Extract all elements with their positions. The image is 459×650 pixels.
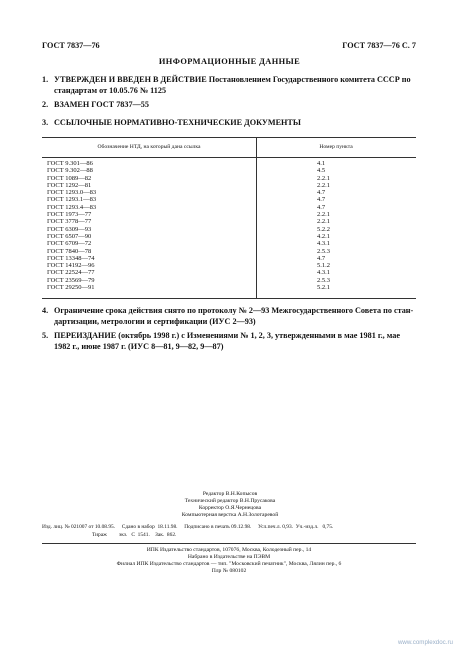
table-cell: ГОСТ 1973—77 bbox=[47, 211, 92, 219]
imprint-line-2: Тираж экз. С 1541. Зак. 862. bbox=[92, 532, 177, 538]
section-text-line: Ограничение срока действия снято по протоколу № 2—93 Межгосударственного Совета по стан- bbox=[54, 306, 414, 315]
table-cell: ГОСТ 22524—77 bbox=[47, 269, 95, 277]
table-cell: 5.2.1 bbox=[317, 284, 330, 292]
publisher-block bbox=[42, 547, 416, 575]
table-cell: 2.2.1 bbox=[317, 174, 330, 182]
section-text-line: ВЗАМЕН ГОСТ 7837—55 bbox=[54, 100, 149, 109]
publisher-line: Набрано в Издательстве на ПЭВМ bbox=[187, 554, 271, 560]
section-number: 3. bbox=[42, 118, 49, 127]
credit-tech-editor: Технический редактор В.Н.Прусакова bbox=[184, 498, 276, 504]
table-cell: ГОСТ 3778—77 bbox=[47, 218, 92, 226]
watermark: www.complexdoc.ru bbox=[397, 639, 453, 646]
table-cell: 2.5.3 bbox=[317, 276, 330, 284]
section-number: 1. bbox=[42, 75, 49, 84]
table-cell: 4.3.1 bbox=[317, 240, 330, 248]
credit-editor: Редактор В.Н.Копысов bbox=[202, 491, 258, 497]
section-5 bbox=[42, 331, 432, 353]
table-header-designation: Обозначение НТД, на который дана ссылка bbox=[97, 144, 201, 150]
table-cell: 4.7 bbox=[317, 196, 326, 204]
section-text-line: УТВЕРЖДЕН И ВВЕДЕН В ДЕЙСТВИЕ Постановлением Государственного комитета СССР по bbox=[54, 75, 411, 84]
section-text-line: стандартам от 10.05.76 № 1125 bbox=[54, 85, 167, 95]
table-cell: ГОСТ 1293.4—83 bbox=[47, 203, 97, 211]
table-cell: 4.7 bbox=[317, 254, 326, 262]
table-cell: 4.7 bbox=[317, 203, 326, 211]
table-cell: 4.1 bbox=[317, 160, 326, 167]
table-cell: 4.5 bbox=[317, 167, 326, 175]
header-right: ГОСТ 7837—76 С. 7 bbox=[342, 41, 416, 50]
table-cell: ГОСТ 14192—96 bbox=[47, 262, 95, 270]
table-cell: ГОСТ 1292—81 bbox=[47, 181, 92, 189]
table-header-clause: Номер пункта bbox=[319, 144, 353, 150]
table-header-divider bbox=[42, 157, 416, 158]
table-cell: ГОСТ 6507—90 bbox=[47, 232, 92, 240]
table-cell: ГОСТ 6309—93 bbox=[47, 225, 92, 233]
credit-proofreader: Корректор О.Я.Чернецова bbox=[198, 505, 262, 511]
reference-table bbox=[42, 137, 416, 299]
table-cell: 4.7 bbox=[317, 189, 326, 197]
page-title: ИНФОРМАЦИОННЫЕ ДАННЫЕ bbox=[158, 57, 301, 66]
section-number: 2. bbox=[42, 100, 49, 109]
publisher-line: ИПК Издательство стандартов, 107076, Москва, Колодезный пер., 14 bbox=[146, 547, 312, 553]
table-cell: 4.3.1 bbox=[317, 269, 330, 277]
publisher-line: Плр № 080102 bbox=[211, 568, 247, 574]
table-cell: ГОСТ 1293.1—83 bbox=[47, 196, 97, 204]
section-number: 4. bbox=[42, 306, 49, 315]
table-col-designation bbox=[47, 160, 96, 291]
imprint-divider bbox=[42, 543, 416, 544]
table-col-clause bbox=[317, 160, 330, 291]
imprint-line-1: Изд. лиц. № 021007 от 10.08.95. Сдано в набор 18.11.98. Подписано в печать 09.12.98. Усл.печ.л. 0,93. Уч.-изд.л. 0,75. bbox=[42, 524, 334, 530]
section-4 bbox=[42, 306, 432, 328]
table-cell: 2.2.1 bbox=[317, 211, 330, 219]
credit-layout: Компьютерная верстка А.Н.Золотаревой bbox=[181, 512, 279, 518]
table-cell: ГОСТ 1293.0—83 bbox=[47, 189, 97, 197]
credits-block bbox=[120, 491, 340, 519]
section-number: 5. bbox=[42, 331, 49, 340]
table-cell: ГОСТ 29250—91 bbox=[47, 284, 95, 292]
table-cell: ГОСТ 7840—78 bbox=[47, 247, 92, 255]
table-cell: ГОСТ 9.302—88 bbox=[47, 167, 93, 175]
publisher-line: Филиал ИПК Издательство стандартов — тип. "Московский печатник", Москва, Лялин пер., 6 bbox=[116, 561, 342, 567]
table-cell: ГОСТ 23569—79 bbox=[47, 276, 95, 284]
table-cell: 5.1.2 bbox=[317, 262, 330, 270]
table-cell: 2.2.1 bbox=[317, 181, 330, 189]
table-column-divider bbox=[256, 138, 257, 298]
table-cell: 5.2.2 bbox=[317, 225, 330, 233]
section-text-line: дартизации, метрологии и сертификации (ИУС 2—93) bbox=[54, 316, 256, 326]
section-text-line: 1982 г., июне 1987 г. (ИУС 8—81, 9—82, 9—87) bbox=[54, 341, 224, 351]
table-cell: ГОСТ 9.301—86 bbox=[47, 160, 93, 167]
section-text-line: ССЫЛОЧНЫЕ НОРМАТИВНО-ТЕХНИЧЕСКИЕ ДОКУМЕНТЫ bbox=[54, 118, 301, 127]
table-cell: 2.5.3 bbox=[317, 247, 330, 255]
section-1 bbox=[42, 75, 432, 97]
header-left: ГОСТ 7837—76 bbox=[42, 41, 100, 50]
table-cell: ГОСТ 13348—74 bbox=[47, 254, 95, 262]
table-cell: ГОСТ 1089—82 bbox=[47, 174, 92, 182]
section-2 bbox=[42, 100, 432, 111]
table-cell: 2.2.1 bbox=[317, 218, 330, 226]
section-3 bbox=[42, 118, 432, 129]
table-cell: 4.2.1 bbox=[317, 232, 330, 240]
section-text-line: ПЕРЕИЗДАНИЕ (октябрь 1998 г.) с Изменениями № 1, 2, 3, утвержденными в мае 1981 г., мае bbox=[54, 331, 401, 340]
table-cell: ГОСТ 6709—72 bbox=[47, 240, 92, 248]
